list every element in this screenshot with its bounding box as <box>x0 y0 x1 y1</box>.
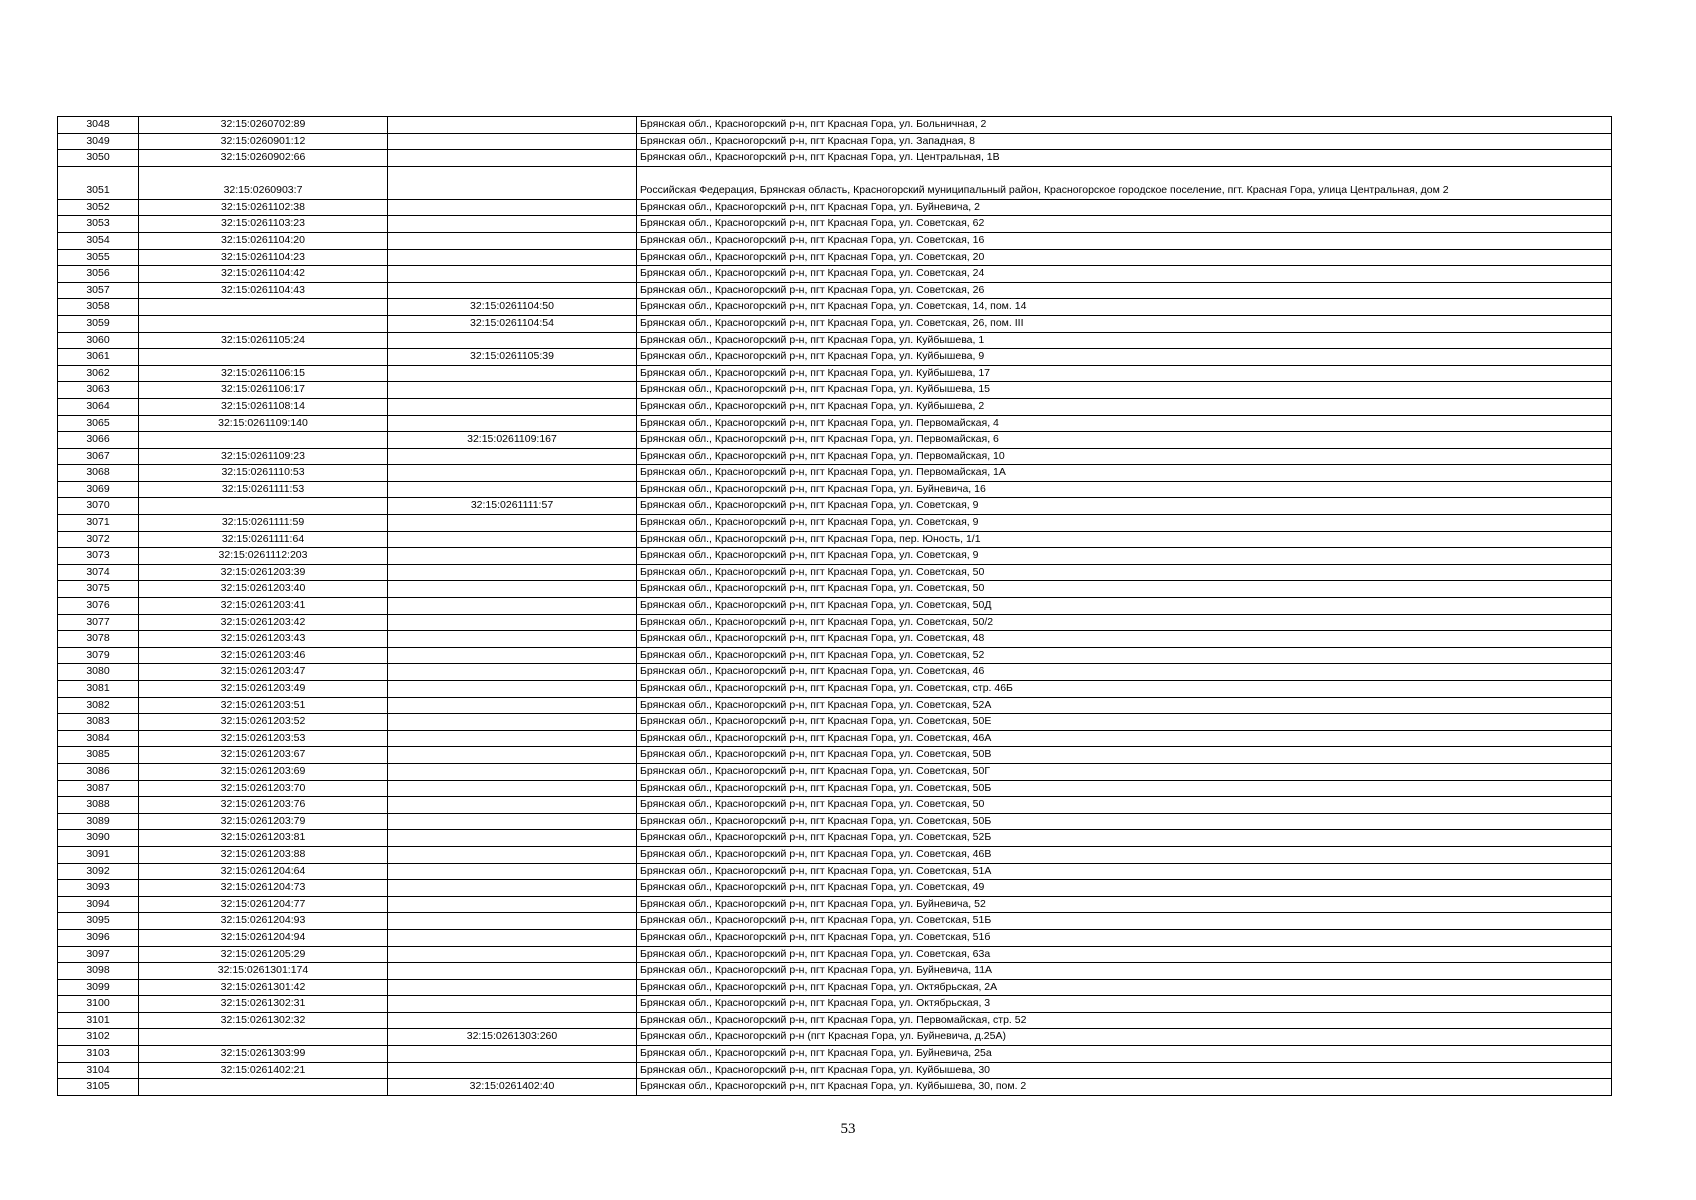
row-number-cell: 3055 <box>58 249 139 266</box>
table-row <box>58 996 1612 1013</box>
row-number-cell: 3075 <box>58 581 139 598</box>
related-cadastral-number-cell <box>388 946 637 963</box>
table-row <box>58 332 1612 349</box>
table-row <box>58 647 1612 664</box>
row-number-cell: 3049 <box>58 133 139 150</box>
related-cadastral-number-cell <box>388 515 637 532</box>
row-number-cell: 3069 <box>58 481 139 498</box>
table-row <box>58 282 1612 299</box>
row-number-cell: 3077 <box>58 614 139 631</box>
cadastral-number-cell: 32:15:0261105:24 <box>139 332 388 349</box>
row-number-cell: 3089 <box>58 813 139 830</box>
related-cadastral-number-cell <box>388 133 637 150</box>
address-cell: Брянская обл., Красногорский р-н, пгт Красная Гора, ул. Буйневича, 16 <box>637 481 1612 498</box>
cadastral-number-cell: 32:15:0261303:99 <box>139 1046 388 1063</box>
table-row <box>58 1062 1612 1079</box>
row-number-cell: 3085 <box>58 747 139 764</box>
related-cadastral-number-cell <box>388 681 637 698</box>
address-cell: Брянская обл., Красногорский р-н, пгт Красная Гора, ул. Буйневича, 52 <box>637 896 1612 913</box>
address-cell: Брянская обл., Красногорский р-н, пгт Красная Гора, ул. Октябрьская, 2А <box>637 979 1612 996</box>
cadastral-number-cell: 32:15:0261204:64 <box>139 863 388 880</box>
row-number-cell: 3101 <box>58 1012 139 1029</box>
cadastral-number-cell: 32:15:0261203:81 <box>139 830 388 847</box>
address-cell: Брянская обл., Красногорский р-н, пгт Красная Гора, ул. Советская, 14, пом. 14 <box>637 299 1612 316</box>
related-cadastral-number-cell <box>388 863 637 880</box>
related-cadastral-number-cell <box>388 1012 637 1029</box>
address-cell: Брянская обл., Красногорский р-н, пгт Красная Гора, ул. Куйбышева, 9 <box>637 349 1612 366</box>
page-number: 53 <box>840 1121 856 1137</box>
related-cadastral-number-cell <box>388 531 637 548</box>
row-number-cell: 3053 <box>58 216 139 233</box>
address-cell: Брянская обл., Красногорский р-н, пгт Красная Гора, ул. Первомайская, стр. 52 <box>637 1012 1612 1029</box>
table-row <box>58 846 1612 863</box>
related-cadastral-number-cell <box>388 780 637 797</box>
related-cadastral-number-cell <box>388 797 637 814</box>
cadastral-number-cell: 32:15:0261204:94 <box>139 929 388 946</box>
related-cadastral-number-cell <box>388 697 637 714</box>
address-cell: Брянская обл., Красногорский р-н, пгт Красная Гора, ул. Советская, 26, пом. III <box>637 315 1612 332</box>
address-cell: Брянская обл., Красногорский р-н, пгт Красная Гора, ул. Куйбышева, 17 <box>637 365 1612 382</box>
row-number-cell: 3102 <box>58 1029 139 1046</box>
table-row <box>58 598 1612 615</box>
cadastral-number-cell: 32:15:0260902:66 <box>139 150 388 167</box>
table-row <box>58 548 1612 565</box>
related-cadastral-number-cell <box>388 398 637 415</box>
row-number-cell: 3060 <box>58 332 139 349</box>
row-number-cell: 3052 <box>58 199 139 216</box>
related-cadastral-number-cell: 32:15:0261402:40 <box>388 1079 637 1096</box>
address-cell: Брянская обл., Красногорский р-н, пгт Красная Гора, ул. Советская, 52 <box>637 647 1612 664</box>
row-number-cell: 3072 <box>58 531 139 548</box>
table-row <box>58 266 1612 283</box>
table-row <box>58 979 1612 996</box>
row-number-cell: 3094 <box>58 896 139 913</box>
cadastral-number-cell: 32:15:0261203:79 <box>139 813 388 830</box>
related-cadastral-number-cell <box>388 415 637 432</box>
cadastral-number-cell: 32:15:0261203:46 <box>139 647 388 664</box>
address-cell: Брянская обл., Красногорский р-н, пгт Красная Гора, ул. Советская, 16 <box>637 232 1612 249</box>
row-number-cell: 3082 <box>58 697 139 714</box>
address-cell: Брянская обл., Красногорский р-н, пгт Красная Гора, ул. Куйбышева, 15 <box>637 382 1612 399</box>
table-row <box>58 465 1612 482</box>
cadastral-number-cell: 32:15:0261203:42 <box>139 614 388 631</box>
row-number-cell: 3058 <box>58 299 139 316</box>
row-number-cell: 3074 <box>58 564 139 581</box>
row-number-cell: 3100 <box>58 996 139 1013</box>
address-cell: Брянская обл., Красногорский р-н, пгт Красная Гора, ул. Советская, 62 <box>637 216 1612 233</box>
table-row <box>58 1012 1612 1029</box>
table-row <box>58 216 1612 233</box>
address-cell: Брянская обл., Красногорский р-н, пгт Красная Гора, ул. Советская, 26 <box>637 282 1612 299</box>
row-number-cell: 3056 <box>58 266 139 283</box>
cadastral-number-cell: 32:15:0261203:40 <box>139 581 388 598</box>
address-cell: Брянская обл., Красногорский р-н, пгт Красная Гора, ул. Советская, 50 <box>637 581 1612 598</box>
row-number-cell: 3068 <box>58 465 139 482</box>
table-row <box>58 498 1612 515</box>
related-cadastral-number-cell <box>388 166 637 199</box>
registry-table-body <box>58 117 1612 1096</box>
related-cadastral-number-cell <box>388 249 637 266</box>
cadastral-number-cell: 32:15:0260702:89 <box>139 117 388 134</box>
cadastral-number-cell: 32:15:0261402:21 <box>139 1062 388 1079</box>
row-number-cell: 3096 <box>58 929 139 946</box>
cadastral-number-cell: 32:15:0261203:70 <box>139 780 388 797</box>
address-cell: Брянская обл., Красногорский р-н (пгт Красная Гора, ул. Буйневича, д.25А) <box>637 1029 1612 1046</box>
related-cadastral-number-cell <box>388 1046 637 1063</box>
address-cell: Брянская обл., Красногорский р-н, пгт Красная Гора, ул. Советская, 50В <box>637 747 1612 764</box>
cadastral-number-cell: 32:15:0261302:31 <box>139 996 388 1013</box>
address-cell: Брянская обл., Красногорский р-н, пгт Красная Гора, ул. Советская, 48 <box>637 631 1612 648</box>
table-row <box>58 349 1612 366</box>
table-row <box>58 232 1612 249</box>
related-cadastral-number-cell <box>388 199 637 216</box>
related-cadastral-number-cell <box>388 564 637 581</box>
cadastral-number-cell: 32:15:0261104:43 <box>139 282 388 299</box>
table-row <box>58 299 1612 316</box>
address-cell: Брянская обл., Красногорский р-н, пгт Красная Гора, ул. Центральная, 1В <box>637 150 1612 167</box>
cadastral-number-cell: 32:15:0261203:43 <box>139 631 388 648</box>
row-number-cell: 3087 <box>58 780 139 797</box>
table-row <box>58 315 1612 332</box>
cadastral-number-cell: 32:15:0261203:67 <box>139 747 388 764</box>
address-cell: Брянская обл., Красногорский р-н, пгт Красная Гора, ул. Советская, стр. 46Б <box>637 681 1612 698</box>
cadastral-number-cell: 32:15:0261104:20 <box>139 232 388 249</box>
cadastral-number-cell <box>139 315 388 332</box>
row-number-cell: 3097 <box>58 946 139 963</box>
row-number-cell: 3084 <box>58 730 139 747</box>
row-number-cell: 3063 <box>58 382 139 399</box>
row-number-cell: 3064 <box>58 398 139 415</box>
related-cadastral-number-cell <box>388 1062 637 1079</box>
address-cell: Брянская обл., Красногорский р-н, пгт Красная Гора, ул. Советская, 46А <box>637 730 1612 747</box>
address-cell: Брянская обл., Красногорский р-н, пгт Красная Гора, ул. Первомайская, 6 <box>637 432 1612 449</box>
address-cell: Брянская обл., Красногорский р-н, пгт Красная Гора, ул. Советская, 50/2 <box>637 614 1612 631</box>
table-row <box>58 614 1612 631</box>
related-cadastral-number-cell <box>388 747 637 764</box>
table-row <box>58 896 1612 913</box>
row-number-cell: 3103 <box>58 1046 139 1063</box>
cadastral-number-cell: 32:15:0261203:47 <box>139 664 388 681</box>
cadastral-number-cell: 32:15:0261204:93 <box>139 913 388 930</box>
related-cadastral-number-cell <box>388 266 637 283</box>
row-number-cell: 3088 <box>58 797 139 814</box>
row-number-cell: 3099 <box>58 979 139 996</box>
related-cadastral-number-cell <box>388 763 637 780</box>
table-row <box>58 763 1612 780</box>
table-row <box>58 531 1612 548</box>
related-cadastral-number-cell <box>388 216 637 233</box>
related-cadastral-number-cell <box>388 963 637 980</box>
address-cell: Брянская обл., Красногорский р-н, пгт Красная Гора, ул. Советская, 51А <box>637 863 1612 880</box>
related-cadastral-number-cell <box>388 730 637 747</box>
row-number-cell: 3086 <box>58 763 139 780</box>
row-number-cell: 3080 <box>58 664 139 681</box>
related-cadastral-number-cell <box>388 996 637 1013</box>
row-number-cell: 3057 <box>58 282 139 299</box>
row-number-cell: 3079 <box>58 647 139 664</box>
table-row <box>58 1079 1612 1096</box>
cadastral-number-cell: 32:15:0261204:77 <box>139 896 388 913</box>
table-row <box>58 880 1612 897</box>
table-row <box>58 150 1612 167</box>
table-row <box>58 133 1612 150</box>
related-cadastral-number-cell <box>388 581 637 598</box>
row-number-cell: 3095 <box>58 913 139 930</box>
address-cell: Брянская обл., Красногорский р-н, пгт Красная Гора, ул. Октябрьская, 3 <box>637 996 1612 1013</box>
related-cadastral-number-cell: 32:15:0261303:260 <box>388 1029 637 1046</box>
related-cadastral-number-cell <box>388 929 637 946</box>
table-row <box>58 797 1612 814</box>
table-row <box>58 382 1612 399</box>
table-row <box>58 1029 1612 1046</box>
row-number-cell: 3090 <box>58 830 139 847</box>
address-cell: Брянская обл., Красногорский р-н, пгт Красная Гора, ул. Первомайская, 1А <box>637 465 1612 482</box>
address-cell: Брянская обл., Красногорский р-н, пгт Красная Гора, ул. Западная, 8 <box>637 133 1612 150</box>
related-cadastral-number-cell <box>388 614 637 631</box>
cadastral-number-cell <box>139 1079 388 1096</box>
related-cadastral-number-cell <box>388 979 637 996</box>
cadastral-number-cell <box>139 299 388 316</box>
cadastral-number-cell: 32:15:0261111:53 <box>139 481 388 498</box>
address-cell: Брянская обл., Красногорский р-н, пгт Красная Гора, ул. Советская, 50 <box>637 564 1612 581</box>
address-cell: Брянская обл., Красногорский р-н, пгт Красная Гора, пер. Юность, 1/1 <box>637 531 1612 548</box>
related-cadastral-number-cell <box>388 846 637 863</box>
cadastral-number-cell: 32:15:0261106:17 <box>139 382 388 399</box>
address-cell: Брянская обл., Красногорский р-н, пгт Красная Гора, ул. Куйбышева, 1 <box>637 332 1612 349</box>
related-cadastral-number-cell: 32:15:0261109:167 <box>388 432 637 449</box>
related-cadastral-number-cell: 32:15:0261104:50 <box>388 299 637 316</box>
cadastral-number-cell: 32:15:0260901:12 <box>139 133 388 150</box>
address-cell: Брянская обл., Красногорский р-н, пгт Красная Гора, ул. Советская, 9 <box>637 548 1612 565</box>
cadastral-number-cell: 32:15:0261112:203 <box>139 548 388 565</box>
table-row <box>58 398 1612 415</box>
table-row <box>58 365 1612 382</box>
related-cadastral-number-cell: 32:15:0261105:39 <box>388 349 637 366</box>
address-cell: Брянская обл., Красногорский р-н, пгт Красная Гора, ул. Советская, 50Е <box>637 714 1612 731</box>
address-cell: Брянская обл., Красногорский р-н, пгт Красная Гора, ул. Советская, 52Б <box>637 830 1612 847</box>
table-row <box>58 166 1612 199</box>
row-number-cell: 3104 <box>58 1062 139 1079</box>
cadastral-number-cell: 32:15:0261205:29 <box>139 946 388 963</box>
cadastral-number-cell: 32:15:0261203:52 <box>139 714 388 731</box>
cadastral-number-cell <box>139 1029 388 1046</box>
table-row <box>58 946 1612 963</box>
related-cadastral-number-cell <box>388 913 637 930</box>
cadastral-number-cell: 32:15:0261111:59 <box>139 515 388 532</box>
cadastral-number-cell: 32:15:0261203:76 <box>139 797 388 814</box>
cadastral-number-cell: 32:15:0261301:174 <box>139 963 388 980</box>
address-cell: Брянская обл., Красногорский р-н, пгт Красная Гора, ул. Советская, 51б <box>637 929 1612 946</box>
related-cadastral-number-cell <box>388 830 637 847</box>
row-number-cell: 3083 <box>58 714 139 731</box>
related-cadastral-number-cell <box>388 150 637 167</box>
address-cell: Брянская обл., Красногорский р-н, пгт Красная Гора, ул. Советская, 50Д <box>637 598 1612 615</box>
table-row <box>58 515 1612 532</box>
related-cadastral-number-cell <box>388 598 637 615</box>
cadastral-number-cell: 32:15:0261203:39 <box>139 564 388 581</box>
related-cadastral-number-cell <box>388 232 637 249</box>
cadastral-number-cell: 32:15:0260903:7 <box>139 166 388 199</box>
address-cell: Брянская обл., Красногорский р-н, пгт Красная Гора, ул. Куйбышева, 30 <box>637 1062 1612 1079</box>
row-number-cell: 3070 <box>58 498 139 515</box>
table-row <box>58 249 1612 266</box>
cadastral-number-cell: 32:15:0261106:15 <box>139 365 388 382</box>
address-cell: Брянская обл., Красногорский р-н, пгт Красная Гора, ул. Куйбышева, 2 <box>637 398 1612 415</box>
row-number-cell: 3061 <box>58 349 139 366</box>
table-row <box>58 863 1612 880</box>
cadastral-number-cell: 32:15:0261203:53 <box>139 730 388 747</box>
row-number-cell: 3098 <box>58 963 139 980</box>
cadastral-number-cell: 32:15:0261109:140 <box>139 415 388 432</box>
row-number-cell: 3050 <box>58 150 139 167</box>
related-cadastral-number-cell: 32:15:0261111:57 <box>388 498 637 515</box>
row-number-cell: 3065 <box>58 415 139 432</box>
cadastral-number-cell: 32:15:0261203:51 <box>139 697 388 714</box>
related-cadastral-number-cell <box>388 117 637 134</box>
address-cell: Брянская обл., Красногорский р-н, пгт Красная Гора, ул. Советская, 46 <box>637 664 1612 681</box>
table-row <box>58 747 1612 764</box>
related-cadastral-number-cell <box>388 714 637 731</box>
related-cadastral-number-cell <box>388 365 637 382</box>
table-row <box>58 830 1612 847</box>
table-row <box>58 1046 1612 1063</box>
cadastral-number-cell: 32:15:0261203:41 <box>139 598 388 615</box>
address-cell: Брянская обл., Красногорский р-н, пгт Красная Гора, ул. Советская, 9 <box>637 515 1612 532</box>
cadastral-number-cell: 32:15:0261109:23 <box>139 448 388 465</box>
cadastral-number-cell: 32:15:0261204:73 <box>139 880 388 897</box>
related-cadastral-number-cell <box>388 896 637 913</box>
table-row <box>58 117 1612 134</box>
table-row <box>58 681 1612 698</box>
address-cell: Брянская обл., Красногорский р-н, пгт Красная Гора, ул. Советская, 50Б <box>637 813 1612 830</box>
table-row <box>58 780 1612 797</box>
cadastral-number-cell: 32:15:0261110:53 <box>139 465 388 482</box>
cadastral-number-cell: 32:15:0261111:64 <box>139 531 388 548</box>
row-number-cell: 3093 <box>58 880 139 897</box>
related-cadastral-number-cell <box>388 481 637 498</box>
address-cell: Брянская обл., Красногорский р-н, пгт Красная Гора, ул. Куйбышева, 30, пом. 2 <box>637 1079 1612 1096</box>
row-number-cell: 3076 <box>58 598 139 615</box>
related-cadastral-number-cell <box>388 382 637 399</box>
table-row <box>58 564 1612 581</box>
row-number-cell: 3048 <box>58 117 139 134</box>
address-cell: Брянская обл., Красногорский р-н, пгт Красная Гора, ул. Буйневича, 25а <box>637 1046 1612 1063</box>
related-cadastral-number-cell <box>388 448 637 465</box>
cadastral-number-cell: 32:15:0261203:88 <box>139 846 388 863</box>
related-cadastral-number-cell <box>388 647 637 664</box>
cadastral-number-cell: 32:15:0261102:38 <box>139 199 388 216</box>
table-row <box>58 730 1612 747</box>
row-number-cell: 3078 <box>58 631 139 648</box>
address-cell: Брянская обл., Красногорский р-н, пгт Красная Гора, ул. Советская, 51Б <box>637 913 1612 930</box>
table-row <box>58 432 1612 449</box>
address-cell: Российская Федерация, Брянская область, Красногорский муниципальный район, Красногорское городское поселение, пгт. Красная Гора, улица Центральная, дом 2 <box>637 166 1612 199</box>
row-number-cell: 3051 <box>58 166 139 199</box>
table-row <box>58 481 1612 498</box>
cadastral-number-cell <box>139 349 388 366</box>
table-row <box>58 415 1612 432</box>
table-row <box>58 199 1612 216</box>
related-cadastral-number-cell <box>388 332 637 349</box>
table-row <box>58 714 1612 731</box>
table-row <box>58 448 1612 465</box>
cadastral-number-cell: 32:15:0261302:32 <box>139 1012 388 1029</box>
address-cell: Брянская обл., Красногорский р-н, пгт Красная Гора, ул. Советская, 20 <box>637 249 1612 266</box>
row-number-cell: 3092 <box>58 863 139 880</box>
cadastral-number-cell: 32:15:0261301:42 <box>139 979 388 996</box>
address-cell: Брянская обл., Красногорский р-н, пгт Красная Гора, ул. Советская, 24 <box>637 266 1612 283</box>
table-row <box>58 664 1612 681</box>
related-cadastral-number-cell <box>388 465 637 482</box>
cadastral-number-cell: 32:15:0261103:23 <box>139 216 388 233</box>
row-number-cell: 3105 <box>58 1079 139 1096</box>
related-cadastral-number-cell <box>388 631 637 648</box>
address-cell: Брянская обл., Красногорский р-н, пгт Красная Гора, ул. Советская, 50Б <box>637 780 1612 797</box>
related-cadastral-number-cell <box>388 282 637 299</box>
address-cell: Брянская обл., Красногорский р-н, пгт Красная Гора, ул. Первомайская, 4 <box>637 415 1612 432</box>
address-cell: Брянская обл., Красногорский р-н, пгт Красная Гора, ул. Советская, 46В <box>637 846 1612 863</box>
cadastral-number-cell: 32:15:0261108:14 <box>139 398 388 415</box>
row-number-cell: 3081 <box>58 681 139 698</box>
table-row <box>58 697 1612 714</box>
address-cell: Брянская обл., Красногорский р-н, пгт Красная Гора, ул. Больничная, 2 <box>637 117 1612 134</box>
cadastral-number-cell <box>139 498 388 515</box>
cadastral-number-cell: 32:15:0261203:69 <box>139 763 388 780</box>
table-row <box>58 963 1612 980</box>
related-cadastral-number-cell <box>388 813 637 830</box>
table-row <box>58 631 1612 648</box>
table-row <box>58 929 1612 946</box>
row-number-cell: 3073 <box>58 548 139 565</box>
cadastral-number-cell <box>139 432 388 449</box>
address-cell: Брянская обл., Красногорский р-н, пгт Красная Гора, ул. Советская, 63а <box>637 946 1612 963</box>
address-cell: Брянская обл., Красногорский р-н, пгт Красная Гора, ул. Первомайская, 10 <box>637 448 1612 465</box>
address-cell: Брянская обл., Красногорский р-н, пгт Красная Гора, ул. Буйневича, 2 <box>637 199 1612 216</box>
cadastral-number-cell: 32:15:0261104:23 <box>139 249 388 266</box>
cadastral-number-cell: 32:15:0261104:42 <box>139 266 388 283</box>
address-cell: Брянская обл., Красногорский р-н, пгт Красная Гора, ул. Советская, 52А <box>637 697 1612 714</box>
address-cell: Брянская обл., Красногорский р-н, пгт Красная Гора, ул. Советская, 50 <box>637 797 1612 814</box>
cadastral-number-cell: 32:15:0261203:49 <box>139 681 388 698</box>
related-cadastral-number-cell <box>388 548 637 565</box>
row-number-cell: 3062 <box>58 365 139 382</box>
table-row <box>58 913 1612 930</box>
table-row <box>58 813 1612 830</box>
registry-table <box>57 116 1612 1096</box>
address-cell: Брянская обл., Красногорский р-н, пгт Красная Гора, ул. Советская, 9 <box>637 498 1612 515</box>
address-cell: Брянская обл., Красногорский р-н, пгт Красная Гора, ул. Советская, 50Г <box>637 763 1612 780</box>
address-cell: Брянская обл., Красногорский р-н, пгт Красная Гора, ул. Советская, 49 <box>637 880 1612 897</box>
row-number-cell: 3059 <box>58 315 139 332</box>
related-cadastral-number-cell: 32:15:0261104:54 <box>388 315 637 332</box>
related-cadastral-number-cell <box>388 880 637 897</box>
row-number-cell: 3071 <box>58 515 139 532</box>
address-cell: Брянская обл., Красногорский р-н, пгт Красная Гора, ул. Буйневича, 11А <box>637 963 1612 980</box>
row-number-cell: 3091 <box>58 846 139 863</box>
row-number-cell: 3054 <box>58 232 139 249</box>
row-number-cell: 3066 <box>58 432 139 449</box>
related-cadastral-number-cell <box>388 664 637 681</box>
row-number-cell: 3067 <box>58 448 139 465</box>
table-row <box>58 581 1612 598</box>
